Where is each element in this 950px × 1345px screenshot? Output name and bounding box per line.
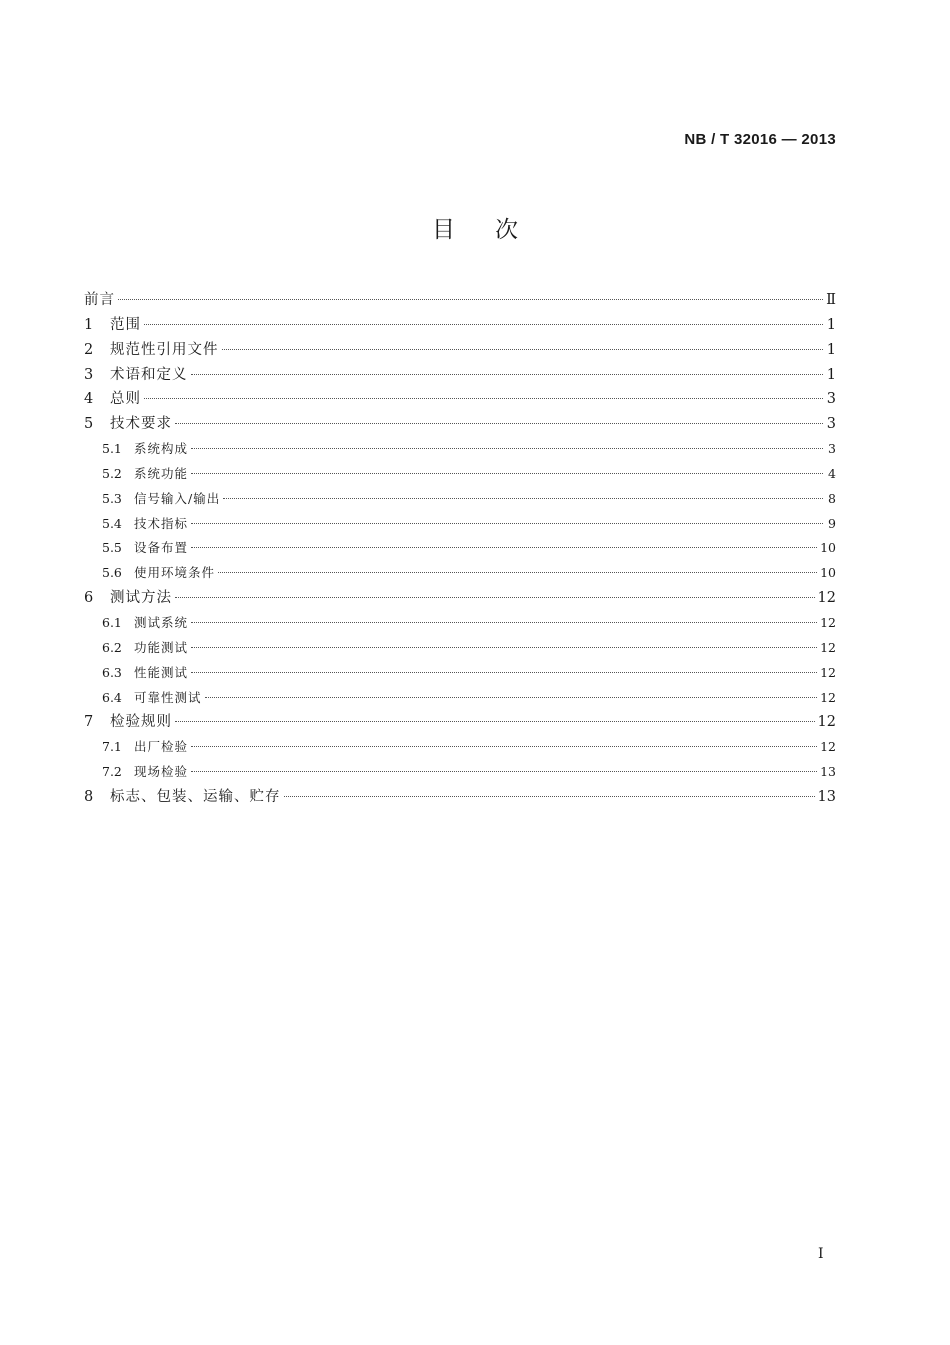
- toc-leader-dots: [144, 324, 823, 325]
- toc-title: 目次: [432, 217, 558, 243]
- toc-leader-dots: [191, 448, 823, 449]
- toc-entry-page: 1: [826, 341, 836, 358]
- toc-entry-number: 5.5: [102, 540, 122, 556]
- toc-leader-dots: [191, 374, 824, 375]
- toc-leader-dots: [191, 473, 823, 474]
- toc-entry-title: 出厂检验: [134, 739, 189, 755]
- standard-number: NB / T 32016 — 2013: [684, 131, 836, 148]
- toc-entry-title: 总则: [110, 391, 141, 408]
- toc-leader-dots: [223, 498, 823, 499]
- toc-entry[interactable]: [84, 561, 836, 586]
- toc-entry-title: 设备布置: [134, 540, 189, 556]
- toc-entry-page: 12: [820, 614, 836, 630]
- toc-entry-title: 技术指标: [134, 515, 189, 531]
- toc-entry-number: 5.6: [102, 565, 122, 581]
- toc-entry-title: 性能测试: [134, 664, 189, 680]
- toc-entry-page: 12: [820, 739, 836, 755]
- toc-entry[interactable]: [84, 487, 836, 512]
- toc-leader-dots: [284, 796, 815, 797]
- toc-leader-dots: [191, 622, 817, 623]
- toc-leader-dots: [218, 572, 817, 573]
- toc-entry-page: 12: [817, 714, 836, 731]
- toc-entry-number: 6.3: [102, 664, 122, 680]
- toc-entry-number: 5.4: [102, 515, 122, 531]
- toc-leader-dots: [205, 697, 818, 698]
- toc-entry-number: 4: [84, 391, 94, 408]
- toc-entry[interactable]: [84, 636, 836, 661]
- toc-entry-page: 9: [828, 515, 836, 531]
- toc-entry[interactable]: [84, 313, 836, 338]
- toc-entry-page: 12: [817, 590, 836, 607]
- toc-entry-title: 术语和定义: [110, 366, 188, 383]
- toc-entry-page: 10: [820, 540, 836, 556]
- toc-entry-page: 13: [820, 764, 836, 780]
- toc-entry-number: 5.2: [102, 465, 122, 481]
- toc-entry-page: 3: [826, 391, 836, 408]
- toc-entry-title: 技术要求: [110, 416, 172, 433]
- toc-entry-title: 规范性引用文件: [110, 341, 219, 358]
- toc-entry-title: 检验规则: [110, 714, 172, 731]
- toc-entry[interactable]: [84, 586, 836, 611]
- toc-leader-dots: [191, 771, 817, 772]
- toc-entry[interactable]: [84, 735, 836, 760]
- toc-entry-number: 7.1: [102, 739, 122, 755]
- table-of-contents: [84, 288, 836, 810]
- toc-entry-title: 测试系统: [134, 614, 189, 630]
- toc-entry[interactable]: [84, 462, 836, 487]
- toc-entry-title: 系统功能: [134, 465, 189, 481]
- toc-entry-page: 10: [820, 565, 836, 581]
- toc-entry-number: 1: [84, 316, 94, 333]
- toc-entry[interactable]: [84, 536, 836, 561]
- toc-leader-dots: [191, 672, 817, 673]
- toc-entry-title: 测试方法: [110, 590, 172, 607]
- toc-entry-number: 2: [84, 341, 94, 358]
- toc-entry[interactable]: [84, 661, 836, 686]
- page-number: I: [818, 1246, 824, 1262]
- toc-entry-number: 3: [84, 366, 94, 383]
- toc-entry[interactable]: [84, 288, 836, 313]
- toc-leader-dots: [144, 398, 823, 399]
- toc-leader-dots: [191, 647, 817, 648]
- toc-entry-title: 标志、包装、运输、贮存: [110, 788, 281, 805]
- toc-entry[interactable]: [84, 412, 836, 437]
- toc-entry-page: 12: [820, 639, 836, 655]
- toc-entry-page: 12: [820, 664, 836, 680]
- toc-entry[interactable]: [84, 512, 836, 537]
- toc-leader-dots: [118, 299, 823, 300]
- toc-entry-number: 5: [84, 416, 94, 433]
- toc-entry[interactable]: [84, 363, 836, 388]
- toc-entry[interactable]: [84, 387, 836, 412]
- toc-leader-dots: [191, 523, 823, 524]
- toc-entry-number: 6.4: [102, 689, 122, 705]
- toc-leader-dots: [222, 349, 824, 350]
- toc-entry[interactable]: [84, 710, 836, 735]
- toc-entry-page: Ⅱ: [826, 292, 836, 308]
- toc-entry-number: 6.2: [102, 639, 122, 655]
- toc-entry-number: 6.1: [102, 614, 122, 630]
- toc-entry-page: 4: [828, 465, 836, 481]
- toc-entry-page: 3: [826, 416, 836, 433]
- toc-entry-number: 8: [84, 788, 94, 805]
- toc-leader-dots: [175, 597, 815, 598]
- toc-entry[interactable]: [84, 686, 836, 711]
- toc-entry-page: 12: [820, 689, 836, 705]
- toc-entry-page: 1: [826, 366, 836, 383]
- toc-leader-dots: [191, 547, 817, 548]
- toc-entry-title: 可靠性测试: [134, 689, 202, 705]
- toc-entry-page: 8: [828, 490, 836, 506]
- toc-entry[interactable]: [84, 760, 836, 785]
- toc-entry[interactable]: [84, 611, 836, 636]
- toc-entry-title: 范围: [110, 316, 141, 333]
- toc-entry-number: 7.2: [102, 764, 122, 780]
- toc-entry[interactable]: [84, 437, 836, 462]
- toc-entry-title: 使用环境条件: [134, 565, 216, 581]
- toc-entry-title: 系统构成: [134, 441, 189, 457]
- toc-entry-title: 前言: [84, 292, 115, 308]
- toc-entry-number: 7: [84, 714, 94, 731]
- toc-entry[interactable]: [84, 785, 836, 810]
- toc-entry-title: 现场检验: [134, 764, 189, 780]
- toc-entry-title: 功能测试: [134, 639, 189, 655]
- toc-leader-dots: [175, 721, 815, 722]
- toc-leader-dots: [175, 423, 823, 424]
- toc-leader-dots: [191, 746, 817, 747]
- toc-entry-number: 6: [84, 590, 94, 607]
- toc-entry-number: 5.3: [102, 490, 122, 506]
- toc-entry-page: 13: [817, 788, 836, 805]
- toc-entry-page: 3: [828, 441, 836, 457]
- toc-entry-number: 5.1: [102, 441, 122, 457]
- toc-entry[interactable]: [84, 338, 836, 363]
- toc-entry-page: 1: [826, 316, 836, 333]
- toc-entry-title: 信号输入/输出: [134, 490, 221, 506]
